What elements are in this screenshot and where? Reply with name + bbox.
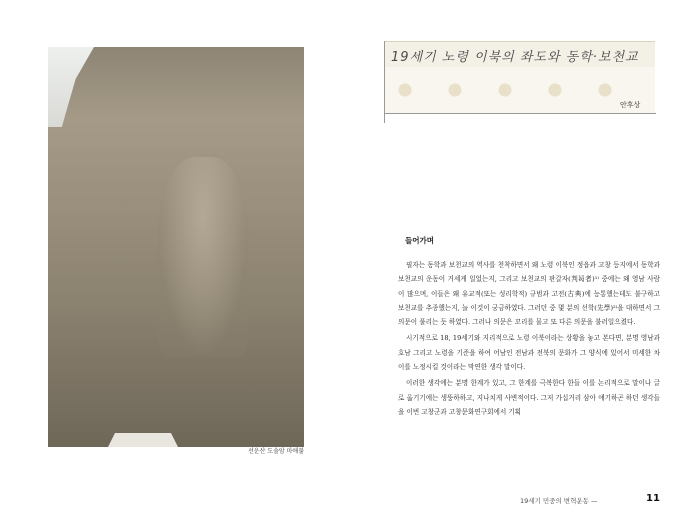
page-number: 11 [646, 493, 660, 504]
author-name: 안후상 [620, 101, 641, 109]
photo-temple-roof [108, 433, 178, 447]
photo-buddha-carving [158, 157, 248, 357]
running-title: 19세기 민중의 변혁운동 — [520, 497, 598, 505]
section-heading: 들어가며 [405, 236, 434, 245]
body-text [398, 258, 660, 419]
chapter-title: 19세기 노령 이북의 좌도와 동학·보천교 [391, 50, 639, 65]
paragraph-3: 이러한 생각에는 분명 한계가 있고, 그 한계를 극복한다 한들 이를 논리적으로 말이나 글로 옮기기에는 생뚱하하고, 지나치게 사변적이다. 그저 가십거리 삼아 얘기하곤 하던 생각들을 이번 고창군과 고창문화연구회에서 기획 [398, 379, 660, 416]
ornament-pattern [385, 67, 655, 113]
paragraph-2: 시기적으로 18, 19세기와 지리적으로 노령 이북이라는 상황을 놓고 본다면, 분명 영남과 호남 그리고 노령을 기준을 하여 어남인 전남과 전북의 문화가 그 양식에 있어서 미세한 차이를 노정시킬 것이라는 막연한 생각 말이다. [398, 334, 660, 372]
photo-sky [48, 47, 94, 127]
title-rule-horizontal [384, 113, 656, 114]
title-rule-vertical [384, 41, 385, 123]
cliff-buddha-photo [48, 47, 304, 447]
chapter-title-banner [385, 41, 655, 69]
photo-caption: 선운산 도솔암 마애불 [248, 448, 304, 455]
paragraph-1: 필자는 동학과 보천교의 역사를 천착하면서 왜 노령 이북인 정읍과 고창 등지에서 동학과 보천교의 운동이 거세게 일었는지, 그리고 보천교의 판갈자(判曷者)¹⁾ 중에는 왜 영남 사람이 많으며, 이들은 왜 유교적(또는 성리학적) 규범과 고전(古典)에 능통했는데도 불구하고 보천교를 추종했는지, 늘 이것이 궁금하였다. 그러던 중 몇 분의 선학(先學)²⁾을 대하면서 그 의문이 풀리는 듯 하였다. 그러나 의문은 꼬리를 물고 또 다른 의문을 불러일으켰다. [398, 261, 660, 327]
